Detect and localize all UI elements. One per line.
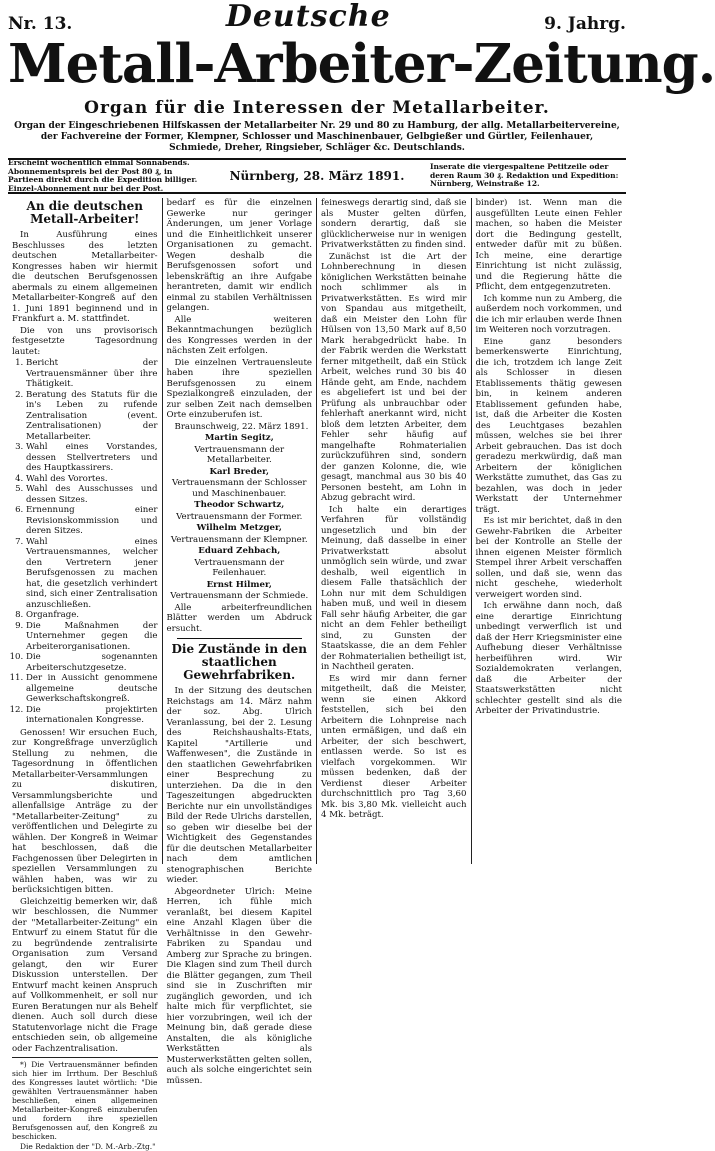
agenda-list (12, 358, 158, 726)
paragraph: Genossen! Wir ersuchen Euch, zur Kongreßfrage unverzüglich Stellung zu nehmen, die Tagesordnung in öffentlichen Metallarbeiter-Versammlungen zu diskutiren, Versammlungsberichte und allenfallsige Anträge zu der "Metallarbeiter-Zeitung" zu veröffentlichen und Delegirte zu wählen. Der Kongreß in Weimar hat beschlossen, daß die Fachgenossen über Delegirten in speziellen Versammlungen zu wählen haben, was wir zu berücksichtigen bitten. (12, 727, 158, 895)
column-3 (317, 198, 472, 864)
organ-line: Organ der Eingeschriebenen Hilfskassen der Metallarbeiter Nr. 29 und 80 zu Hamburg, der allg. Metallarbeitervereine, der Fachvereine der Former, Klempner, Schlosser und Maschinenbauer, Gelbgießer und Gürtler, Feilenhauer, Schmiede, Dreher, Ringsieber, Schläger &c. Deutschlands. (14, 121, 620, 153)
signer-name: Karl Breder, (209, 466, 269, 477)
agenda-item: 8. Organfrage. (26, 610, 158, 621)
signer-role: Vertrauensmann der Klempner. (170, 534, 308, 545)
masthead-topline (8, 0, 626, 34)
paragraph: Gleichzeitig bemerken wir, daß wir beschlossen, die Nummer der "Metallarbeiter-Zeitung" ein Entwurf zu einem Statut für die zu begründende zentralisirte Organisation zum Versand gelangt, den wir Eurer Diskussion unterstellen. Der Entwurf macht keinen Anspruch auf Vollkommenheit, er soll nur Euren Beratungen nur als Behelf dienen. Auch soll durch diese Statutenvorlage nicht die Frage entschieden sein, ob allgemeine oder Fachzentralisation. (12, 896, 158, 1054)
paragraph: Abgeordneter Ulrich: Meine Herren, ich fühle mich veranlaßt, bei diesem Kapitel eine Anzahl Klagen über die Verhältnisse in den Gewehr-Fabriken zu Spandau und Amberg zur Sprache zu bringen. Die Klagen sind zum Theil durch die Blätter gegangen, zum Theil sind sie in Zuschriften mir zugänglich geworden, und ich halte mich für verpflichtet, sie hier vorzubringen, weil ich der Meinung bin, daß gerade diese Anstalten, die als königliche Werkstätten als Musterwerkstätten gelten sollen, auch als solche eingerichtet sein müssen. (166, 886, 312, 1086)
agenda-item: 1. Bericht der Vertrauensmänner über ihre Thätigkeit. (26, 358, 158, 390)
reprint-note: Alle arbeiterfreundlichen Blätter werden um Abdruck ersucht. (166, 602, 312, 634)
paragraph: feineswegs derartig sind, daß sie als Muster gelten dürfen, sondern derartig, daß sie glücklicherweise nur in wenigen Privatwerkstätten zu finden sind. (321, 198, 467, 250)
paragraph: bedarf es für die einzelnen Gewerke nur geringer Änderungen, um jener Vorlage und die Einheitlichkeit unserer Organisationen zu gemacht. Wegen deshalb die Berufsgenossen sofort und lebenskräftig an ihre Aufgabe herantreten, damit wir endlich einmal zu stabilen Verhältnissen gelangen. (166, 198, 312, 313)
agenda-item: 9. Die Maßnahmen der Unternehmer gegen die Arbeiterorganisationen. (26, 621, 158, 653)
issue-number: Nr. 13. (8, 14, 73, 34)
signer-role: Vertrauensmann der Schlosser und Maschinenbauer. (171, 478, 307, 499)
masthead-subtitle: Organ für die Interessen der Metallarbeiter. (84, 98, 550, 118)
signer-role: Vertrauensmann der Metallarbeiter. (194, 444, 285, 465)
info-bar (8, 160, 626, 194)
article-heading: Die Zustände in den staatlichen Gewehrfabriken. (171, 642, 307, 682)
agenda-item: 6. Ernennung einer Revisionskommission und deren Sitzes. (26, 505, 158, 537)
agenda-item: 12. Die projektirten internationalen Kongresse. (26, 705, 158, 726)
signer-name: Martin Segitz, (204, 433, 274, 443)
footnote-text: *) Die Vertrauensmänner befinden sich hier im Irrthum. Der Beschluß des Kongresses lautet wörtlich: "Die gewählten Vertrauensmänner haben beschließen, einen allgemeinen Metallarbeiter-Kongreß einzuberufen und fordern ihre speziellen Berufsgenossen auf, den Kongreß zu beschicken. (12, 1060, 158, 1141)
paragraph: In Ausführung eines Beschlusses des letzten deutschen Metallarbeiter-Kongresses haben wir hiermit die deutschen Berufsgenossen abermals zu einem allgemeinen Metallarbeiter-Kongreß auf den 1. Juni 1891 beginnend und in Frankfurt a. M. stattfindet. (12, 230, 158, 324)
column-2 (163, 198, 318, 1086)
paragraph: binder) ist. Wenn man die ausgefüllten Leute einen Fehler machen, so haben die Meister dort die Bedingung gestellt, entweder dafür mit zu büßen. Ich meine, eine derartige Einrichtung ist nicht zulässig, und die Regierung hätte die Pflicht, dem entgegenzutreten. (475, 198, 622, 292)
agenda-item: 10. Die sogenannten Arbeiterschutzgesetze. (26, 652, 158, 673)
agenda-item: 7. Wahl eines Vertrauensmannes, welcher den Vertretern jener Berufsgenossen zu machen hat, die gesetzlich verhindert sind, sich einer Zentralisation anzuschließen. (26, 537, 158, 611)
masthead-deutsche: Deutsche (225, 0, 391, 34)
subscription-info: Erscheint wöchentlich einmal Sonnabends. Abonnementspreis bei der Post 80 ₰, in Partieen direkt durch die Expedition billiger. Einzel-Abonnement nur bei der Post. (8, 158, 198, 193)
paragraph: In der Sitzung des deutschen Reichstags am 14. März nahm der soz. Abg. Ulrich Veranlassung, bei der 2. Lesung des Reichshaushalts-Etats, Kapitel "Artillerie und Waffenwesen", die Zustände in den staatlichen Gewehrfabriken einer Besprechung zu unterziehen. Da die in den Tageszeitungen abgedruckten Berichte nur ein unvollständiges Bild der Rede Ulrichs darstellen, so geben wir dieselbe bei der Wichtigkeit des Gegenstandes für die deutschen Metallarbeiter nach dem amtlichen stenographischen Berichte wieder. (166, 686, 312, 885)
signer-name: Eduard Zehbach, (198, 546, 281, 556)
paragraph: Es ist mir berichtet, daß in den Gewehr-Fabriken die Arbeiter bei der Kontrolle an Stelle der ihnen eigenen Meister förmlich Stempel ihrer Arbeit verschaffen sollen, und daß sie, wenn das nicht geschehe, wiederholt verweigert worden sind. (475, 516, 622, 600)
advertising-info: Inserate die viergespaltene Petitzeile oder deren Raum 30 ₰. Redaktion und Expedition: Nürnberg, Weinstraße 12. (430, 162, 619, 189)
paragraph: Ich halte ein derartiges Verfahren für vollständig ungesetzlich und bin der Meinung, daß dasselbe in einer Privatwerkstatt absolut unmöglich sein würde, und zwar deshalb, weil eigentlich in diesem Falle thatsächlich der Lohn nur mit dem Schuldigen haben muß, und weil in diesem Fall sehr häufig Arbeiter, die gar nicht an dem Fehler betheiligt sind, zu Gunsten der Staatskasse, die an dem Fehler der Rohmaterialien betheiligt ist, in Nachtheil geraten. (321, 504, 467, 672)
agenda-item: 11. Der in Aussicht genommene allgemeine deutsche Gewerkschaftskongreß. (26, 673, 158, 705)
signer-name: Wilhelm Metzger, (196, 523, 282, 533)
volume-year: 9. Jahrg. (544, 14, 626, 34)
agenda-item: 2. Beratung des Statuts für die in's Leben zu rufende Zentralisation (event. Zentralisationen) der Metallarbeiter. (26, 390, 158, 443)
agenda-item: 5. Wahl des Ausschusses und dessen Sitzes. (26, 484, 158, 505)
column-4 (472, 198, 627, 864)
article-columns (8, 198, 626, 1151)
footnote (12, 1057, 158, 1151)
paragraph: Zunächst ist die Art der Lohnberechnung in diesen königlichen Werkstätten beinahe noch schlimmer als in Privatwerkstätten. Es wird mir von Spandau aus mitgetheilt, daß ein Meister den Lohn für Hülsen von 13,50 Mark auf 8,50 Mark herabgedrückt habe. In der Fabrik werden die Werkstatt ferner mitgetheilt, daß ein Stück Arbeit, welches rund 30 bis 40 Hände geht, am Ende, nachdem es abgeliefert ist und bei der Prüfung als unbrauchbar oder fehlerhaft anerkannt wird, nicht bloß dem letzten Arbeiter, dem Fehler sehr häufig auf mangelhafte Rohmaterialien zurückzuführen sind, sondern der ganzen Kolonne, die, wie gesagt, manchmal aus 30 bis 40 Personen besteht, am Lohn in Abzug gebracht wird. (321, 251, 467, 503)
paragraph: Es wird mir dann ferner mitgetheilt, daß die Meister, wenn sie einen Akkord feststellen, sich bei den Arbeitern die Lohnpreise nach unten ermäßigen, und daß ein Arbeiter, der sich beschwert, entlassen werde. So ist es vielfach vorgekommen. Wir müssen bedenken, daß der Verdienst dieser Arbeiter durchschnittlich pro Tag 3,60 Mk. bis 3,80 Mk. vielleicht auch 4 Mk. beträgt. (321, 673, 467, 820)
signer-name: Ernst Hilmer, (206, 579, 272, 590)
paragraph: Ich komme nun zu Amberg, die außerdem noch vorkommen, und die ich mir erlauben werde Ihnen im Weiteren noch vorzutragen. (475, 293, 622, 335)
article-heading: An die deutschen Metall-Arbeiter! (26, 199, 143, 226)
issue-date: Nürnberg, 28. März 1891. (229, 168, 405, 183)
agenda-item: 4. Wahl des Vorortes. (26, 474, 158, 485)
paragraph: Die von uns provisorisch festgesetzte Tagesordnung lautet: (12, 325, 158, 357)
paragraph: Eine ganz besonders bemerkenswerte Einrichtung, die ich, trotzdem ich lange Zeit als Schlosser in diesen Etablissements thätig gewesen bin, in keinem anderen Etablissement gefunden habe, ist, daß die Arbeiter die Kosten des Leuchtgases bezahlen müssen, welches sie bei ihrer Arbeit gebrauchen. Das ist doch geradezu merkwürdig, daß man Arbeitern der königlichen Werkstätte zumuthet, das Gas zu bezahlen, was doch in jeder Werkstatt der Unternehmer trägt. (475, 336, 622, 515)
paragraph: Alle weiteren Bekanntmachungen bezüglich des Kongresses werden in der nächsten Zeit erfolgen. (166, 314, 312, 356)
agenda-item: 3. Wahl eines Vorstandes, dessen Stellvertreters und des Hauptkassirers. (26, 442, 158, 474)
masthead-title: Metall-Arbeiter-Zeitung. (8, 33, 715, 95)
signer-role: Vertrauensmann der Feilenhauer. (194, 557, 285, 578)
paragraph: Ich erwähne dann noch, daß eine derartige Einrichtung unbedingt verwerflich ist und daß der Herr Kriegsminister eine Aufhebung dieser Verhältnisse herbeiführen wird. Wir Sozialdemokraten verlangen, daß die Arbeiter der Staatswerkstätten nicht schlechter gestellt sind als die Arbeiter der Privatindustrie. (475, 601, 622, 716)
signer-name: Theodor Schwartz, (194, 500, 285, 510)
dateline: Braunschweig, 22. März 1891. (174, 421, 309, 432)
footnote-signature: Die Redaktion der "D. M.-Arb.-Ztg." (20, 1142, 156, 1151)
section-divider (177, 638, 303, 639)
signer-role: Vertrauensmann der Former. (176, 511, 303, 522)
paragraph: Die einzelnen Vertrauensleute haben ihre speziellen Berufsgenossen zu einem Spezialkongreß einzuladen, der zur selben Zeit nach demselben Orte einzuberufen ist. (166, 357, 312, 420)
column-1 (8, 198, 163, 1151)
signer-role: Vertrauensmann der Schmiede. (170, 591, 309, 601)
